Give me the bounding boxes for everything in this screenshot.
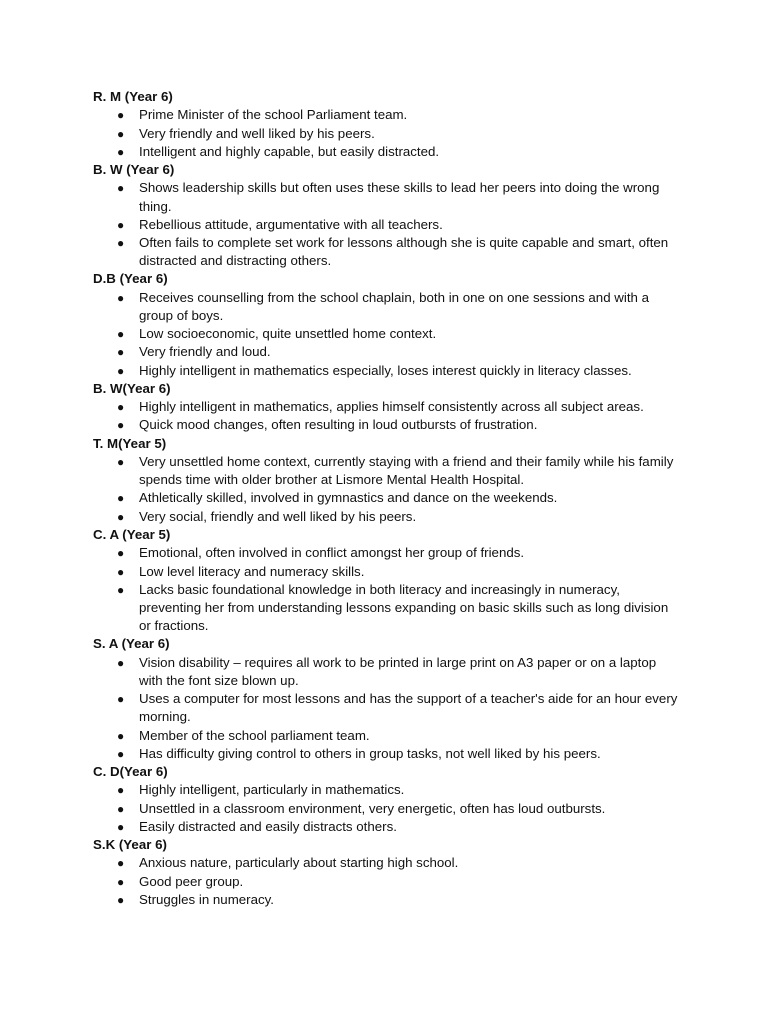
bullet-icon: ●: [117, 418, 125, 433]
note-text: Very social, friendly and well liked by his peers.: [139, 508, 417, 524]
note-item: [93, 453, 678, 489]
student-entry: [93, 435, 678, 526]
note-list: [93, 544, 678, 635]
note-item: [93, 818, 678, 836]
bullet-icon: ●: [117, 181, 125, 196]
note-list: [93, 453, 678, 526]
note-text: Very friendly and well liked by his peers.: [139, 125, 375, 141]
note-item: [93, 125, 678, 143]
note-list: [93, 289, 678, 380]
bullet-icon: ●: [117, 126, 125, 141]
bullet-icon: ●: [117, 144, 125, 159]
bullet-icon: ●: [117, 236, 125, 251]
bullet-icon: ●: [117, 655, 125, 670]
bullet-icon: ●: [117, 400, 125, 415]
bullet-icon: ●: [117, 509, 125, 524]
note-item: [93, 800, 678, 818]
bullet-icon: ●: [117, 783, 125, 798]
note-text: Highly intelligent in mathematics especially, loses interest quickly in literacy classes.: [139, 362, 632, 378]
bullet-icon: ●: [117, 874, 125, 889]
note-text: Vision disability – requires all work to be printed in large print on A3 paper or on a laptop with the font size blown up.: [139, 654, 657, 688]
note-text: Easily distracted and easily distracts others.: [139, 818, 397, 834]
student-entry: [93, 380, 678, 435]
note-text: Highly intelligent in mathematics, applies himself consistently across all subject areas.: [139, 399, 644, 415]
note-item: [93, 654, 678, 690]
note-item: [93, 398, 678, 416]
bullet-icon: ●: [117, 108, 125, 123]
student-heading: T. M(Year 5): [93, 435, 167, 451]
note-item: [93, 106, 678, 124]
student-heading: D.B (Year 6): [93, 271, 168, 287]
bullet-icon: ●: [117, 290, 125, 305]
student-entry: [93, 836, 678, 909]
note-item: [93, 873, 678, 891]
note-text: Low level literacy and numeracy skills.: [139, 563, 365, 579]
note-text: Shows leadership skills but often uses these skills to lead her peers into doing the wrong thing.: [139, 180, 660, 214]
note-item: [93, 216, 678, 234]
note-text: Very friendly and loud.: [139, 344, 271, 360]
note-item: [93, 416, 678, 434]
note-item: [93, 362, 678, 380]
note-text: Prime Minister of the school Parliament team.: [139, 107, 408, 123]
note-text: Has difficulty giving control to others in group tasks, not well liked by his peers.: [139, 745, 601, 761]
note-text: Low socioeconomic, quite unsettled home context.: [139, 326, 437, 342]
bullet-icon: ●: [117, 345, 125, 360]
note-item: [93, 581, 678, 636]
note-list: [93, 781, 678, 836]
note-item: [93, 891, 678, 909]
bullet-icon: ●: [117, 455, 125, 470]
student-heading: B. W (Year 6): [93, 162, 175, 178]
bullet-icon: ●: [117, 327, 125, 342]
note-text: Quick mood changes, often resulting in loud outbursts of frustration.: [139, 417, 538, 433]
note-text: Receives counselling from the school chaplain, both in one on one sessions and with a group of boys.: [139, 289, 650, 324]
note-item: [93, 489, 678, 507]
note-item: [93, 289, 678, 325]
note-list: [93, 654, 678, 763]
student-entry: [93, 270, 678, 379]
note-item: [93, 508, 678, 526]
note-text: Good peer group.: [139, 873, 244, 889]
bullet-icon: ●: [117, 746, 125, 761]
student-entry: [93, 635, 678, 763]
note-item: [93, 343, 678, 361]
note-text: Member of the school parliament team.: [139, 727, 370, 743]
note-text: Highly intelligent, particularly in mathematics.: [139, 782, 405, 798]
note-text: Athletically skilled, involved in gymnastics and dance on the weekends.: [139, 490, 558, 506]
note-text: Often fails to complete set work for lessons although she is quite capable and smart, often distracted and distracting others.: [139, 235, 669, 269]
bullet-icon: ●: [117, 856, 125, 871]
bullet-icon: ●: [117, 217, 125, 232]
bullet-icon: ●: [117, 801, 125, 816]
note-text: Unsettled in a classroom environment, very energetic, often has loud outbursts.: [139, 800, 606, 816]
student-heading: C. A (Year 5): [93, 526, 171, 542]
bullet-icon: ●: [117, 564, 125, 579]
bullet-icon: ●: [117, 582, 125, 597]
student-heading: S. A (Year 6): [93, 636, 170, 652]
note-list: [93, 854, 678, 909]
note-item: [93, 544, 678, 562]
student-entry: [93, 526, 678, 635]
student-heading: R. M (Year 6): [93, 89, 173, 104]
note-text: Very unsettled home context, currently staying with a friend and their family while his family spends time with older brother at Lismore Mental Health Hospital.: [139, 454, 674, 488]
note-text: Rebellious attitude, argumentative with all teachers.: [139, 216, 443, 232]
bullet-icon: ●: [117, 892, 125, 907]
note-item: [93, 854, 678, 872]
student-entry: [93, 161, 678, 270]
note-text: Anxious nature, particularly about starting high school.: [139, 855, 459, 871]
note-list: [93, 106, 678, 161]
note-item: [93, 234, 678, 270]
bullet-icon: ●: [117, 491, 125, 506]
note-item: [93, 781, 678, 799]
note-list: [93, 398, 678, 434]
note-text: Intelligent and highly capable, but easily distracted.: [139, 143, 440, 159]
note-text: Uses a computer for most lessons and has the support of a teacher's aide for an hour every morning.: [139, 691, 678, 725]
student-heading: S.K (Year 6): [93, 836, 167, 852]
student-heading: C. D(Year 6): [93, 763, 168, 779]
student-heading: B. W(Year 6): [93, 380, 171, 396]
note-text: Emotional, often involved in conflict amongst her group of friends.: [139, 545, 525, 561]
note-item: [93, 179, 678, 215]
bullet-icon: ●: [117, 546, 125, 561]
note-item: [93, 325, 678, 343]
note-item: [93, 143, 678, 161]
note-item: [93, 727, 678, 745]
note-item: [93, 690, 678, 726]
note-item: [93, 745, 678, 763]
bullet-icon: ●: [117, 363, 125, 378]
note-text: Lacks basic foundational knowledge in both literacy and increasingly in numeracy, preventing her from understanding lessons expanding on basic skills such as long division or fractions.: [139, 581, 669, 634]
note-item: [93, 563, 678, 581]
student-entry: [93, 763, 678, 836]
bullet-icon: ●: [117, 728, 125, 743]
bullet-icon: ●: [117, 819, 125, 834]
note-text: Struggles in numeracy.: [139, 891, 275, 907]
bullet-icon: ●: [117, 692, 125, 707]
note-list: [93, 179, 678, 270]
student-entry: [93, 88, 678, 161]
